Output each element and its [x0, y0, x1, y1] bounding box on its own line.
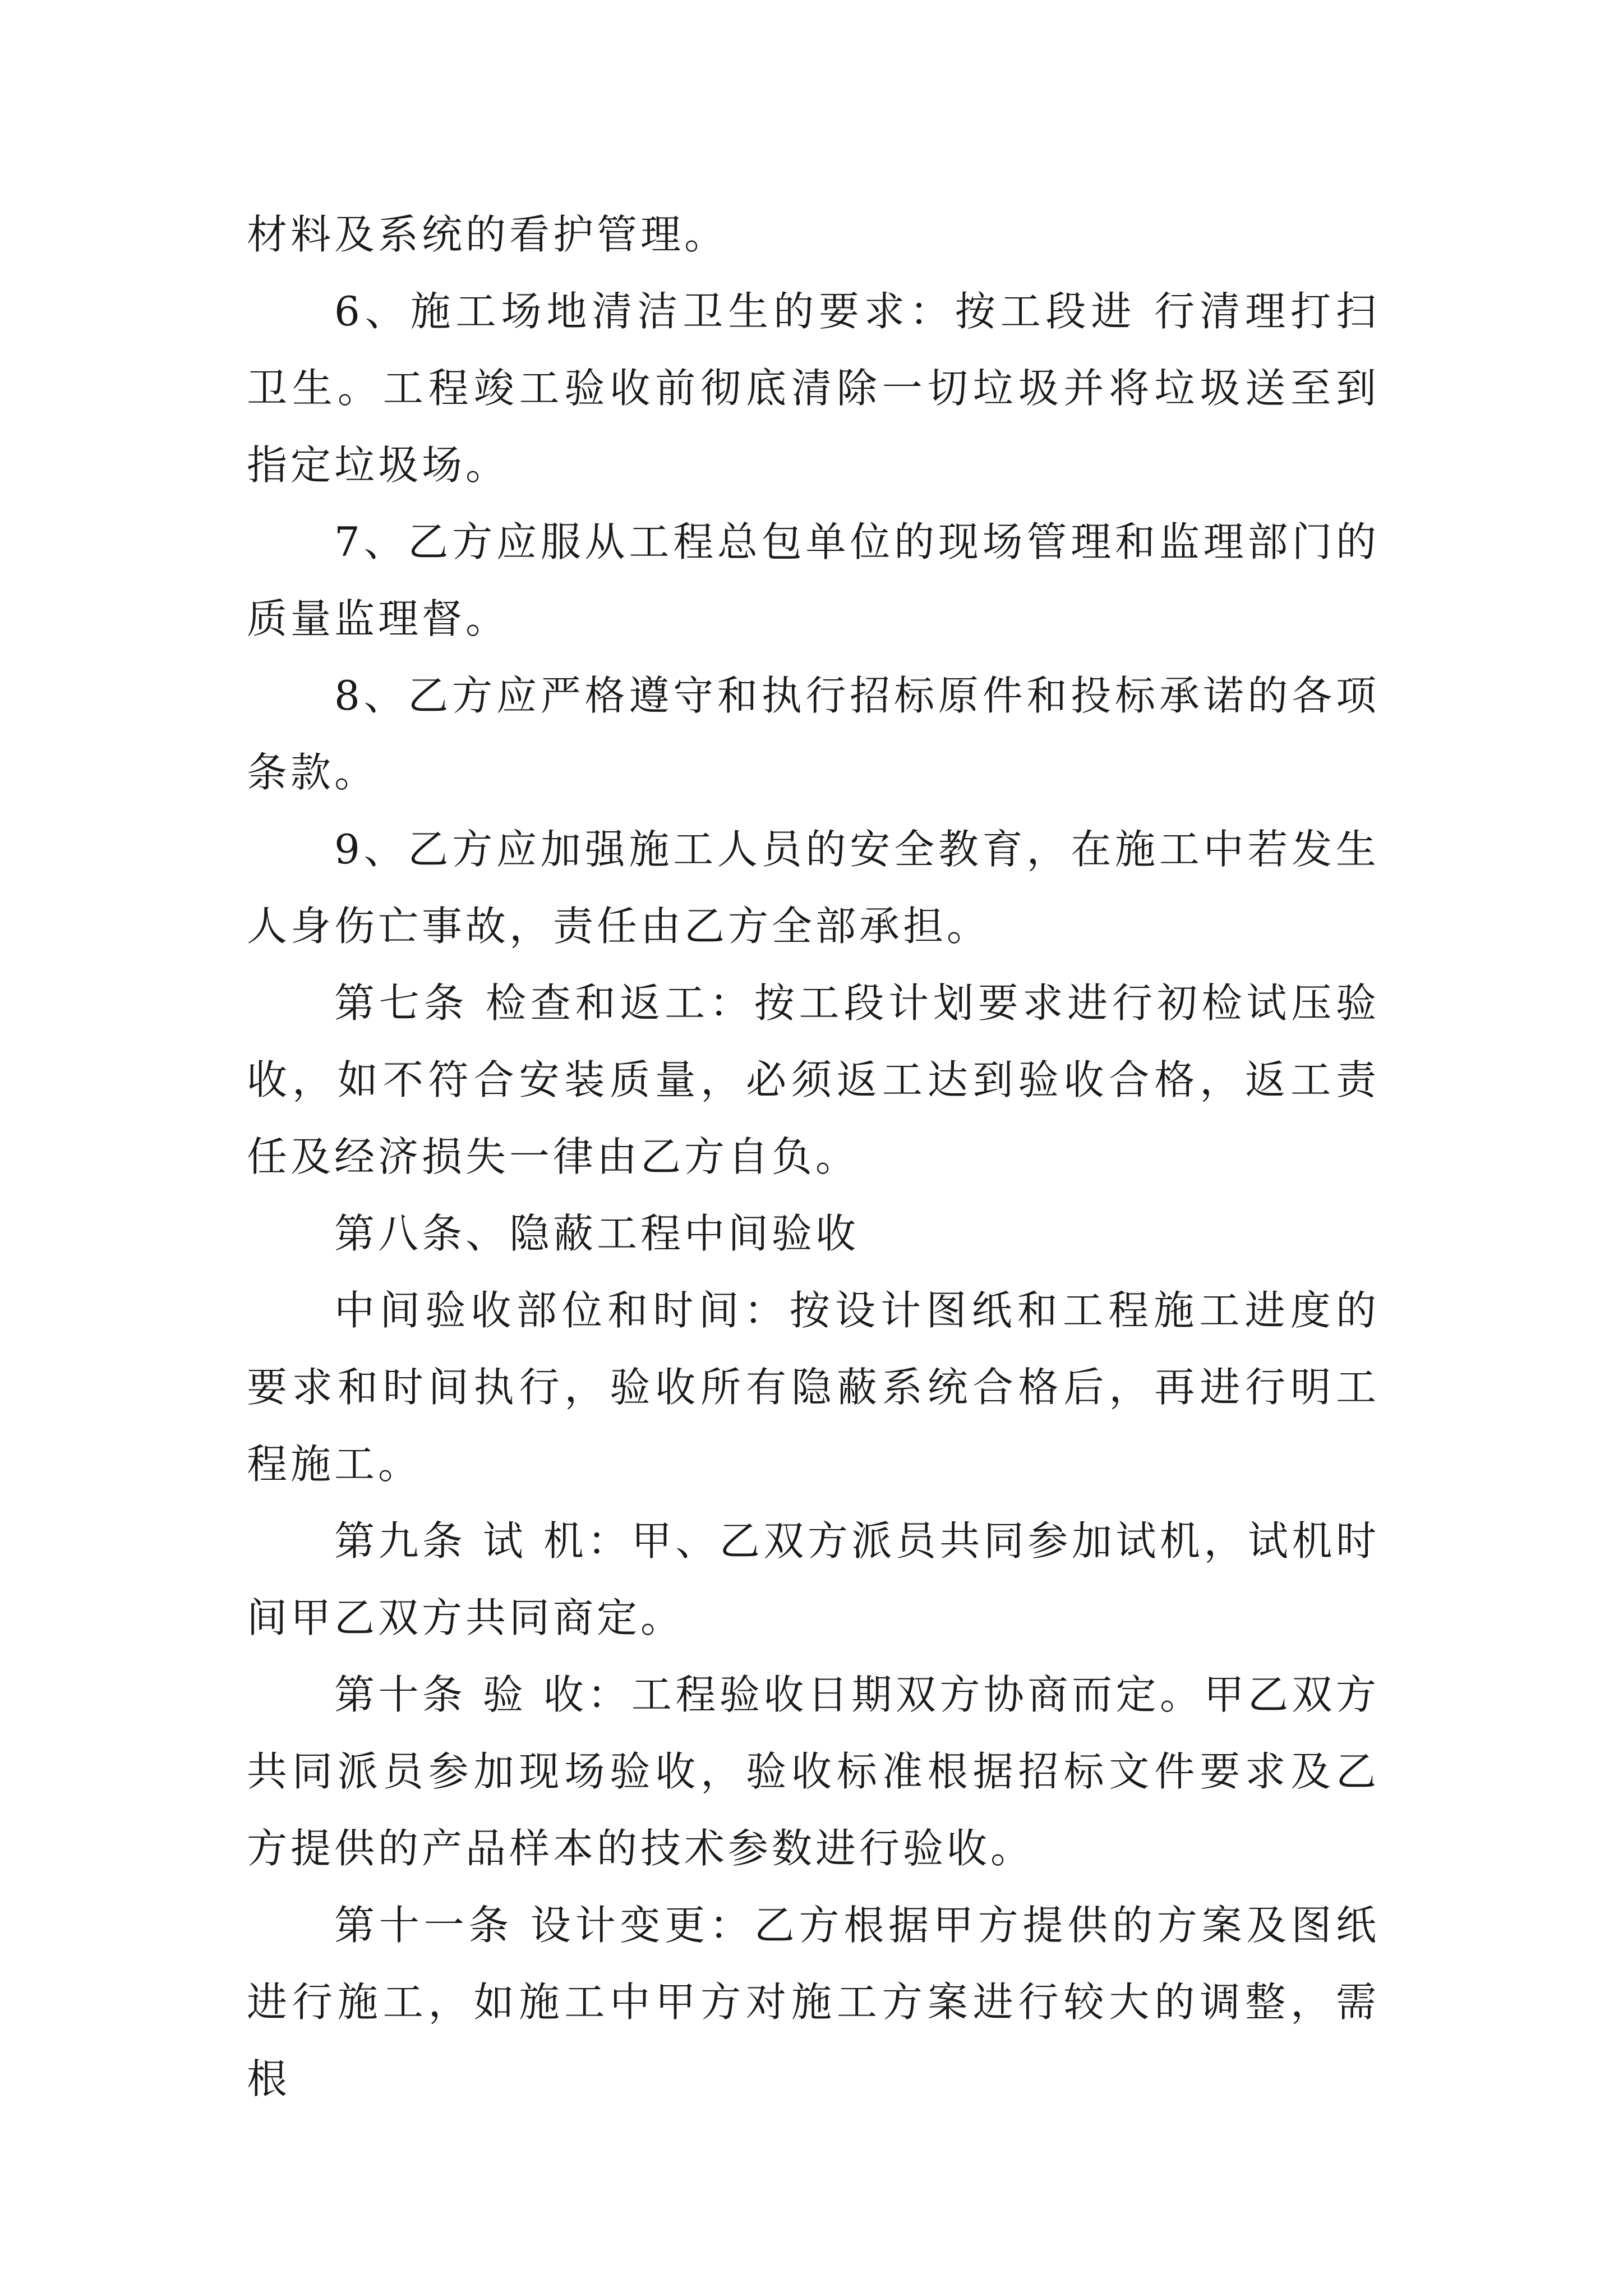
article-11-design-change: 第十一条 设计变更：乙方根据甲方提供的方案及图纸进行施工，如施工中甲方对施工方案进行较大的调整，需根	[247, 1902, 1380, 2102]
article-10-acceptance: 第十条 验 收：工程验收日期双方协商而定。甲乙双方共同派员参加现场验收，验收标准根据招标文件要求及乙方提供的产品样本的技术参数进行验收。	[247, 1671, 1380, 1872]
paragraph-item-7: 7、乙方应服从工程总包单位的现场管理和监理部门的质量监理督。	[247, 518, 1380, 642]
document-body	[247, 196, 1380, 2118]
paragraph-item-6: 6、施工场地清洁卫生的要求：按工段进 行清理打扫卫生。工程竣工验收前彻底清除一切垃圾并将垃圾送至到指定垃圾场。	[247, 288, 1380, 489]
article-7-inspection: 第七条 检查和返工：按工段计划要求进行初检试压验收，如不符合安装质量，必须返工达到验收合格，返工责任及经济损失一律由乙方自负。	[247, 979, 1380, 1180]
paragraph-item-9: 9、乙方应加强施工人员的安全教育，在施工中若发生人身伤亡事故，责任由乙方全部承担。	[247, 826, 1380, 950]
paragraph-item-8: 8、乙方应严格遵守和执行招标原件和投标承诺的各项条款。	[247, 672, 1380, 796]
article-8-heading: 第八条、隐蔽工程中间验收	[334, 1210, 860, 1257]
article-8-intermediate-acceptance: 中间验收部位和时间：按设计图纸和工程施工进度的要求和时间执行，验收所有隐蔽系统合格后，再进行明工程施工。	[247, 1287, 1380, 1488]
article-9-trial-run: 第九条 试 机：甲、乙双方派员共同参加试机，试机时间甲乙双方共同商定。	[247, 1517, 1380, 1641]
paragraph-1: 材料及系统的看护管理。	[247, 211, 728, 258]
